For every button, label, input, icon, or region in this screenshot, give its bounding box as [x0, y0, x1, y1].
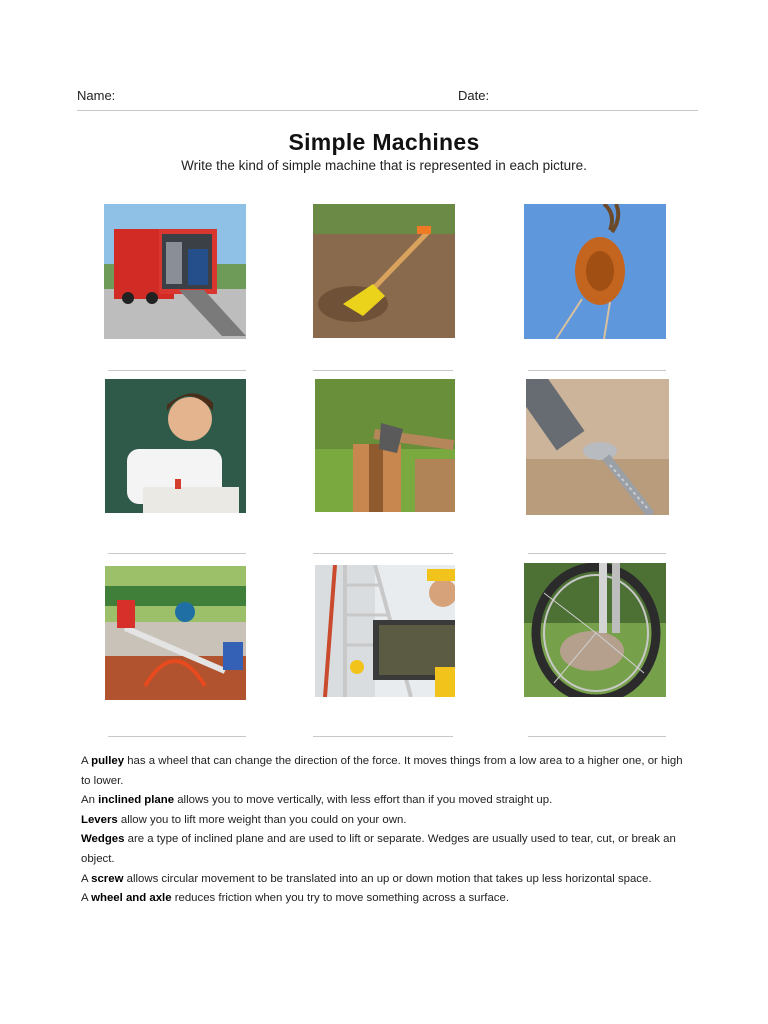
name-label: Name:	[77, 88, 116, 103]
answer-line	[528, 736, 666, 737]
boy-cutting-with-scissors-photo	[105, 379, 246, 513]
bicycle-wheel-photo	[524, 563, 666, 697]
screw-and-screwdriver-photo	[526, 379, 669, 515]
definition-inclined-plane: An inclined plane allows you to move vertically, with less effort than if you moved straight up.	[81, 794, 553, 807]
definition-levers: Levers allow you to lift more weight than you could on your own.	[81, 813, 407, 826]
header-rule	[77, 110, 698, 111]
answer-line	[108, 553, 246, 554]
answer-line	[313, 736, 453, 737]
answer-line	[528, 370, 666, 371]
shovel-in-dirt-photo	[313, 204, 455, 338]
seesaw-photo	[105, 566, 246, 700]
man-on-ladder-photo	[315, 565, 455, 697]
page-subtitle: Write the kind of simple machine that is represented in each picture.	[181, 158, 587, 173]
axe-splitting-wood-photo	[315, 379, 455, 512]
date-label: Date:	[458, 88, 490, 103]
page-title: Simple Machines	[288, 129, 480, 155]
moving-truck-ramp-photo	[104, 204, 246, 339]
definition-wedges: Wedges are a type of inclined plane and are used to lift or separate. Wedges are usually used to tear, cut, or break an object.	[81, 833, 676, 865]
header-row	[77, 88, 698, 104]
definition-screw: A screw allows circular movement to be translated into an up or down motion that takes up less horizontal space.	[81, 872, 652, 885]
answer-line	[528, 553, 666, 554]
answer-line	[108, 370, 246, 371]
pulley-photo	[524, 204, 666, 339]
definition-wheel-and-axle: A wheel and axle reduces friction when you try to move something across a surface.	[81, 892, 509, 905]
definition-pulley: A pulley has a wheel that can change the direction of the force. It moves things from a low area to a higher one, or high to lower.	[81, 755, 683, 787]
answer-line	[313, 553, 453, 554]
definitions	[81, 752, 691, 909]
answer-line	[313, 370, 453, 371]
answer-line	[108, 736, 246, 737]
